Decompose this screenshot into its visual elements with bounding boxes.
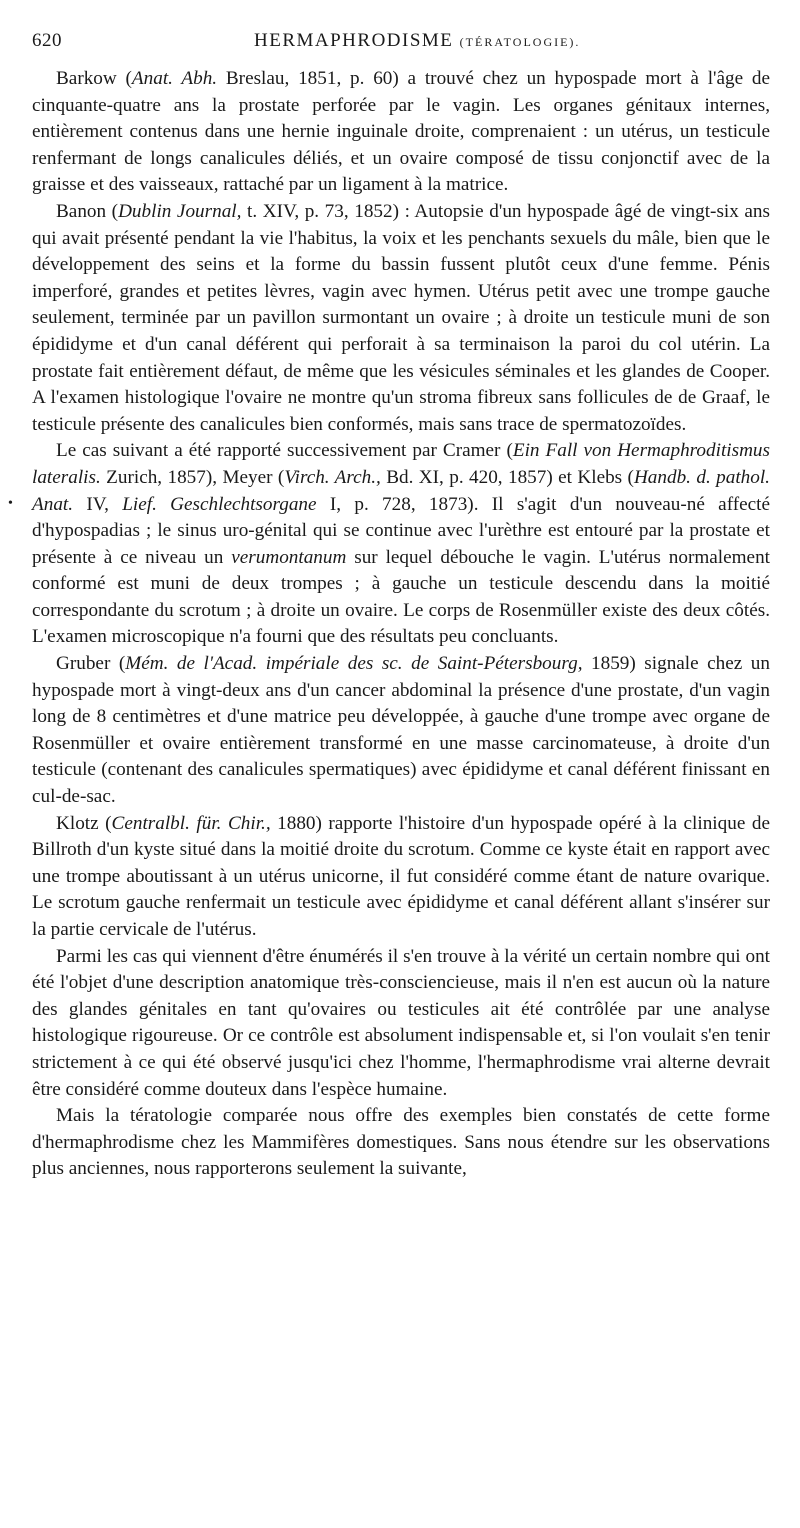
text-run: t. XIV, p. 73, 1852) : Autopsie d'un hypospade âgé de vingt-six ans qui avait présenté pendant la vie l'habitus, la voix et les penchants sexuels du mâle, bien que le développement des seins et la forme du bassin fussent plutôt ceux d'une femme. Pénis imperforé, grandes et petites lèvres, vagin avec hymen. Utérus petit avec une trompe gauche seulement, terminée par un pavillon surmontant un ovaire ; à droite un testicule muni de son épididyme et d'un canal déférent qui perforait à sa terminaison la paroi du col utérin. La prostate fait entièrement défaut, de même que les vésicules séminales et les glandes de Cooper. A l'examen histologique l'ovaire ne montre qu'un stroma fibreux sans follicules de de Graaf, le testicule présente des canalicules bien conformés, mais sans trace de spermatozoïdes. <box>32 200 770 435</box>
text-run: Gruber ( <box>56 653 126 675</box>
paragraph <box>32 438 770 651</box>
running-title <box>254 30 580 52</box>
text-run: Bd. XI, p. 420, 1857) et Klebs ( <box>380 466 634 488</box>
text-run: Barkow ( <box>56 68 132 89</box>
italic-citation: Centralbl. für. Chir., <box>111 812 271 834</box>
paragraph <box>32 1103 770 1183</box>
text-run: Parmi les cas qui viennent d'être énumérés il s'en trouve à la vérité un certain nombre qui ont été l'objet d'une description anatomique très-consciencieuse, mais il n'en est aucun où la nature des glandes génitales en tant qu'ovaires ou testicules ait été contrôlée par une analyse histologique rigoureuse. Or ce contrôle est absolument indispensable et, si l'on voulait s'en tenir strictement à ce qui été observé jusqu'ici chez l'homme, l'hermaphrodisme vrai alterne devrait être considéré comme douteux dans l'espèce humaine. <box>32 945 770 1100</box>
running-title-sub: (TÉRATOLOGIE). <box>459 35 581 49</box>
text-run: 1880) rapporte l'histoire d'un hypospade opéré à la clinique de Billroth d'un kyste situé dans la moitié droite du scrotum. Comme ce kyste était en rapport avec une trompe aboutissant à un utérus unicorne, il fut considéré comme étant de nature ovarique. Le scrotum gauche renfermait un testicule avec épididyme et canal déférent allant s'insérer sur la partie cervicale de l'utérus. <box>32 812 770 940</box>
paragraph <box>32 944 770 1104</box>
margin-mark: • <box>8 496 13 511</box>
text-run: Le cas suivant a été rapporté successivement par Cramer ( <box>56 440 513 462</box>
body-text <box>32 66 770 1183</box>
text-run: Breslau, 1851, p. 60) a trouvé chez un hypospade mort à l'âge de cinquante-quatre ans la prostate perforée par le vagin. Les organes génitaux internes, entièrement contenus dans une hernie inguinale droite, comprenaient : un utérus, un testicule renfermant de longs canalicules déliés, et un ovaire composé de tissu conjonctif avec de la graisse et des vaisseaux, rattaché par un ligament à la matrice. <box>32 68 770 196</box>
text-run: Zurich, 1857), Meyer ( <box>100 466 285 488</box>
running-header <box>32 30 770 60</box>
running-title-main: HERMAPHRODISME <box>254 30 454 51</box>
paragraph <box>32 811 770 944</box>
italic-citation: Mém. de l'Acad. impériale des sc. de Saint-Pétersbourg, <box>125 653 583 675</box>
italic-citation: verumontanum <box>231 546 347 568</box>
italic-citation: Handb. d. pathol. Anat. <box>32 466 770 515</box>
paragraph <box>32 199 770 438</box>
italic-citation: Virch. Arch., <box>284 466 381 488</box>
text-run: Klotz ( <box>56 812 112 834</box>
text-run: IV, <box>73 493 123 515</box>
text-run: sur lequel débouche le vagin. L'utérus normalement conformé est muni de deux trompes ; à gauche un testicule descendu dans la moitié correspondante du scrotum ; à droite un ovaire. Le corps de Rosenmüller existe des deux côtés. L'examen microscopique n'a fourni que des résultats peu concluants. <box>32 546 770 648</box>
text-run: I, p. 728, 1873). Il s'agit d'un nouveau-né affecté d'hypospadias ; le sinus uro-génital qui se continue avec l'urèthre est entouré par la prostate et présente à ce niveau un <box>32 493 771 568</box>
text-run: Banon ( <box>56 200 119 222</box>
paragraph <box>32 66 770 199</box>
italic-citation: Dublin Journal, <box>118 200 242 222</box>
italic-citation: Anat. Abh. <box>131 68 218 89</box>
italic-citation: Ein Fall von Hermaphroditismus lateralis. <box>32 440 770 488</box>
paragraph <box>32 651 770 811</box>
page-number: 620 <box>32 30 62 51</box>
text-run: Mais la tératologie comparée nous offre des exemples bien constatés de cette forme d'hermaphrodisme chez les Mammifères domestiques. Sans nous étendre sur les observations plus anciennes, nous rapporterons seulement la suivante, <box>32 1105 770 1180</box>
italic-citation: Lief. Geschlechtsorgane <box>122 493 317 515</box>
text-run: 1859) signale chez un hypospade mort à vingt-deux ans d'un cancer abdominal la présence d'une prostate, d'un vagin long de 8 centimètres et d'une matrice peu développée, à gauche d'une trompe avec organe de Rosenmüller et ovaire entièrement transformé en une masse carcinomateuse, à droite d'un testicule (contenant des canalicules spermatiques) avec épididyme et canal déférent finissant en cul-de-sac. <box>32 653 770 808</box>
